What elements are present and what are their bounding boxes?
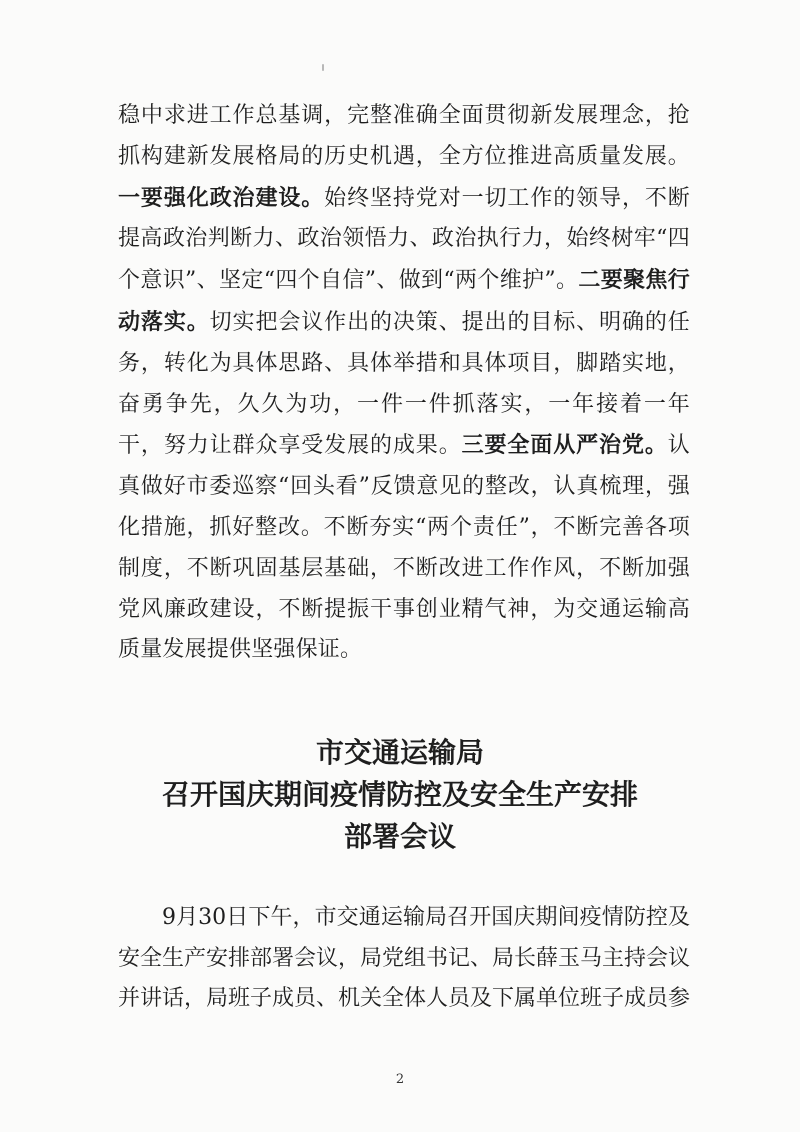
title-line-2: 召开国庆期间疫情防控及安全生产安排 (161, 778, 638, 811)
page-number: 2 (395, 1072, 405, 1087)
paragraph-segment: 认真做好市委巡察“回头看”反馈意见的整改，认真梳理，强化措施，抓好整改。不断夯实“两个责任”，不断完善各项制度，不断巩固基层基础，不断改进工作作风，不断加强党风廉政建设，不断提振干事创业精气神，为交通运输高质量发展提供坚强保证。 (118, 433, 690, 663)
scan-artifact-mark (322, 64, 324, 71)
title-line-3: 部署会议 (343, 820, 456, 853)
point-one-heading: 一要强化政治建设。 (118, 184, 325, 211)
paragraph-segment: 切实把会议作出的决策、提出的目标、明确的任务，转化为具体思路、具体举措和具体项目，脚踏实地，奋勇争先，久久为功，一件一件抓落实，一年接着一年干，努力让群众享受发展的成果。 (118, 309, 690, 459)
article-first-paragraph: 9月30日下午，市交通运输局召开国庆期间疫情防控及安全生产安排部署会议，局党组书记、局长薛玉马主持会议并讲话，局班子成员、机关全体人员及下属单位班子成员参 (118, 905, 691, 1011)
title-line-1: 市交通运输局 (315, 736, 484, 769)
paragraph-continued (118, 96, 690, 671)
paragraph-segment: 始终坚持党对一切工作的领导，不断提高政治判断力、政治领悟力、政治执行力，始终树牢“四个意识”、坚定“四个自信”、做到“两个维护”。 (118, 185, 690, 294)
paragraph-segment: 稳中求进工作总基调，完整准确全面贯彻新发展理念，抢抓构建新发展格局的历史机遇，全方位推进高质量发展。 (118, 103, 690, 169)
point-two-heading: 二要聚焦行动落实。 (118, 267, 690, 335)
body-text-block (118, 96, 690, 671)
article-title (100, 732, 700, 858)
point-three-heading: 三要全面从严治党。 (461, 432, 668, 459)
